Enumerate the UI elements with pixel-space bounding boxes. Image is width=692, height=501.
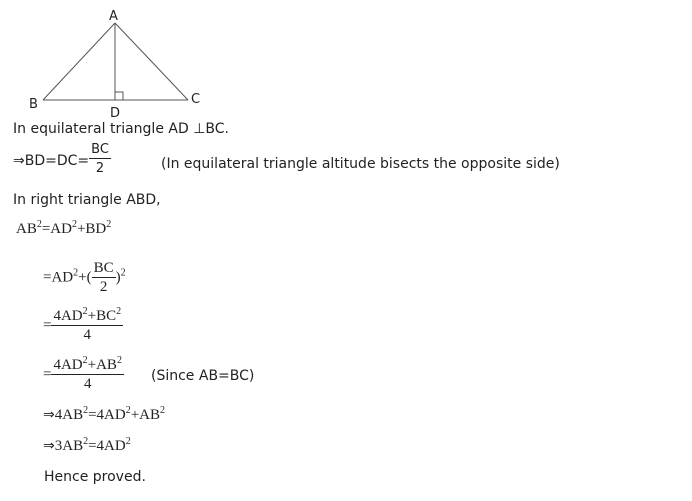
right-triangle-text: In right triangle ABD, [13, 192, 161, 208]
square-exponent: 2 [116, 306, 122, 317]
since-note [151, 368, 254, 384]
vertex-c-label: C [191, 92, 201, 107]
bisect-note-text: (In equilateral triangle altitude bisects the opposite side) [161, 156, 560, 172]
square-exponent: 2 [125, 405, 131, 416]
vertex-a-label: A [109, 9, 118, 24]
fraction-bc-2 [89, 141, 111, 177]
fraction-numerator [51, 357, 123, 374]
ad-term: =AD [41, 221, 72, 237]
square-exponent: 2 [73, 267, 79, 279]
line-given [13, 121, 229, 137]
ad-term: =AD [43, 269, 74, 286]
bd-term: +BD [76, 221, 107, 237]
ab-term: AB [16, 221, 37, 237]
close-paren: ) [115, 269, 121, 286]
numerator-term: +BC [87, 308, 117, 324]
equals-sign: = [43, 366, 52, 383]
fraction-bc-2 [92, 260, 116, 296]
lhs-term: 4AB [54, 407, 84, 423]
conclusion-text: Hence proved. [44, 469, 146, 485]
square-exponent: 2 [106, 219, 112, 230]
given-text: In equilateral triangle AD ⊥BC. [13, 121, 229, 137]
fraction-denominator: 2 [92, 277, 116, 296]
square-exponent: 2 [82, 355, 88, 366]
bd-dc-text: BD=DC= [24, 153, 90, 169]
fraction-denominator: 4 [51, 325, 123, 344]
implies-arrow: ⇒ [43, 407, 55, 423]
fraction-numerator: BC [93, 260, 114, 276]
bisect-note [161, 156, 560, 172]
line-conclusion [44, 469, 146, 485]
side-ac [115, 23, 188, 100]
implies-arrow: ⇒ [13, 153, 25, 169]
open-paren: +( [78, 269, 92, 286]
vertex-d-label: D [110, 106, 121, 121]
rhs-term: =4AD [88, 438, 126, 454]
square-exponent: 2 [83, 436, 89, 447]
square-exponent: 2 [160, 405, 165, 416]
square-exponent: 2 [83, 405, 89, 416]
lhs-term: 3AB [54, 438, 84, 454]
square-exponent: 2 [116, 355, 122, 366]
fraction-numerator [51, 308, 123, 325]
line-substitute [43, 260, 126, 296]
numerator-term: 4AD [53, 308, 83, 324]
since-note-text: (Since AB=BC) [151, 368, 255, 384]
square-exponent: 2 [82, 306, 88, 317]
implies-arrow: ⇒ [43, 438, 55, 454]
numerator-term: +AB [87, 357, 117, 373]
rhs-term: +AB [130, 407, 160, 423]
line-combine [43, 308, 123, 344]
fraction-denominator: 4 [51, 374, 123, 393]
line-result [43, 438, 131, 455]
line-bisect [13, 142, 111, 177]
line-multiply [43, 407, 165, 424]
side-ab [43, 23, 115, 100]
square-exponent: 2 [36, 219, 42, 230]
line-pythagoras [16, 221, 111, 238]
right-angle-mark [115, 92, 123, 100]
square-exponent: 2 [71, 219, 77, 230]
square-exponent: 2 [120, 267, 126, 279]
fraction-denominator: 2 [89, 158, 111, 177]
triangle-diagram [0, 0, 230, 125]
equals-sign: = [43, 317, 52, 334]
fraction-combined [51, 308, 123, 344]
line-since [43, 357, 124, 393]
fraction-numerator: BC [91, 142, 109, 157]
numerator-term: 4AD [53, 357, 83, 373]
vertex-b-label: B [29, 97, 38, 112]
square-exponent: 2 [125, 436, 131, 447]
line-right-triangle [13, 192, 161, 208]
fraction-substituted [51, 357, 123, 393]
rhs-term: =4AD [88, 407, 126, 423]
